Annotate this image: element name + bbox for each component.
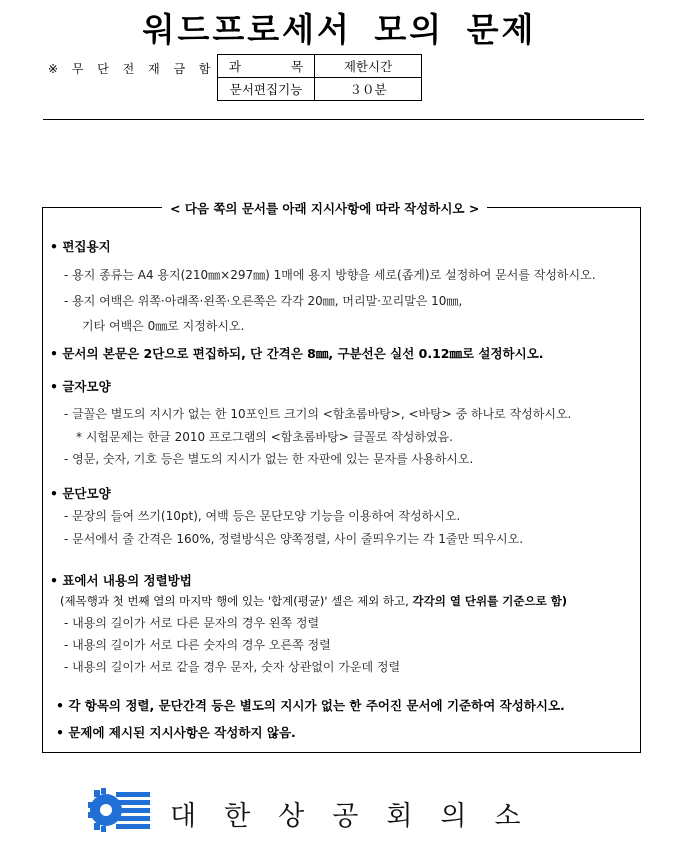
paragraph-line-2: - 문서에서 줄 간격은 160%, 정렬방식은 양쪽정렬, 사이 줄띄우기는 각 1줄만 띄우시오. <box>64 532 524 546</box>
table-align-note-plain: (제목행과 첫 번째 열의 마지막 행에 있는 '합계(평균)' 셀은 제외 하고, <box>60 594 413 608</box>
time-header-cell: 제한시간 <box>315 55 422 78</box>
paper-line-2: - 용지 여백은 위쪽·아래쪽·왼쪽·오른쪽은 각각 20㎜, 머리말·꼬리말은 10㎜, <box>64 294 463 308</box>
organization-name: 대한상공회의소 <box>170 801 549 832</box>
font-line-3: - 영문, 숫자, 기호 등은 별도의 지시가 없는 한 자판에 있는 문자를 사용하시오. <box>64 452 474 466</box>
section-table-align-title: • 표에서 내용의 정렬방법 <box>50 573 192 588</box>
exam-info-table <box>217 54 422 101</box>
subject-value-cell: 문서편집기능 <box>218 78 315 101</box>
table-align-note <box>60 593 567 609</box>
table-align-line-2: - 내용의 길이가 서로 다른 숫자의 경우 오른쪽 정렬 <box>64 638 331 652</box>
table-align-line-3: - 내용의 길이가 서로 같을 경우 문자, 숫자 상관없이 가운데 정렬 <box>64 660 401 674</box>
final-note-1: • 각 항목의 정렬, 문단간격 등은 별도의 지시가 없는 한 주어진 문서에 기준하여 작성하시오. <box>56 698 565 713</box>
table-align-note-bold: 각각의 열 단위를 기준으로 함) <box>412 594 568 608</box>
font-line-2: * 시험문제는 한글 2010 프로그램의 <함초롬바탕> 글꼴로 작성하였음. <box>76 430 453 444</box>
document-title: 워드프로세서 모의 문제 <box>142 10 537 49</box>
header-divider <box>43 119 644 120</box>
section-paragraph-title: • 문단모양 <box>50 486 111 501</box>
instructions-box-header: < 다음 쪽의 문서를 아래 지시사항에 따라 작성하시오 > <box>162 199 487 217</box>
gear-logo-icon <box>88 788 158 832</box>
font-line-1: - 글꼴은 별도의 지시가 없는 한 10포인트 크기의 <함초롬바탕>, <바탕> 중 하나로 작성하시오. <box>64 407 572 421</box>
chamber-logo <box>88 788 158 832</box>
section-paper-title: • 편집용지 <box>50 239 111 254</box>
final-note-2: • 문제에 제시된 지시사항은 작성하지 않음. <box>56 725 296 740</box>
restriction-notice: ※ 무 단 전 재 금 함 <box>48 62 216 76</box>
paper-line-3: 기타 여백은 0㎜로 지정하시오. <box>82 319 245 333</box>
table-align-line-1: - 내용의 길이가 서로 다른 문자의 경우 왼쪽 정렬 <box>64 616 320 630</box>
paper-line-1: - 용지 종류는 A4 용지(210㎜×297㎜) 1매에 용지 방향을 세로(좁게)로 설정하여 문서를 작성하시오. <box>64 268 596 282</box>
time-value-cell: ３０분 <box>315 78 422 101</box>
paragraph-line-1: - 문장의 들여 쓰기(10pt), 여백 등은 문단모양 기능을 이용하여 작성하시오. <box>64 509 461 523</box>
section-body-text: • 문서의 본문은 2단으로 편집하되, 단 간격은 8㎜, 구분선은 실선 0.12㎜로 설정하시오. <box>50 346 544 361</box>
subject-header-cell: 과 목 <box>218 55 315 78</box>
section-font-title: • 글자모양 <box>50 379 111 394</box>
